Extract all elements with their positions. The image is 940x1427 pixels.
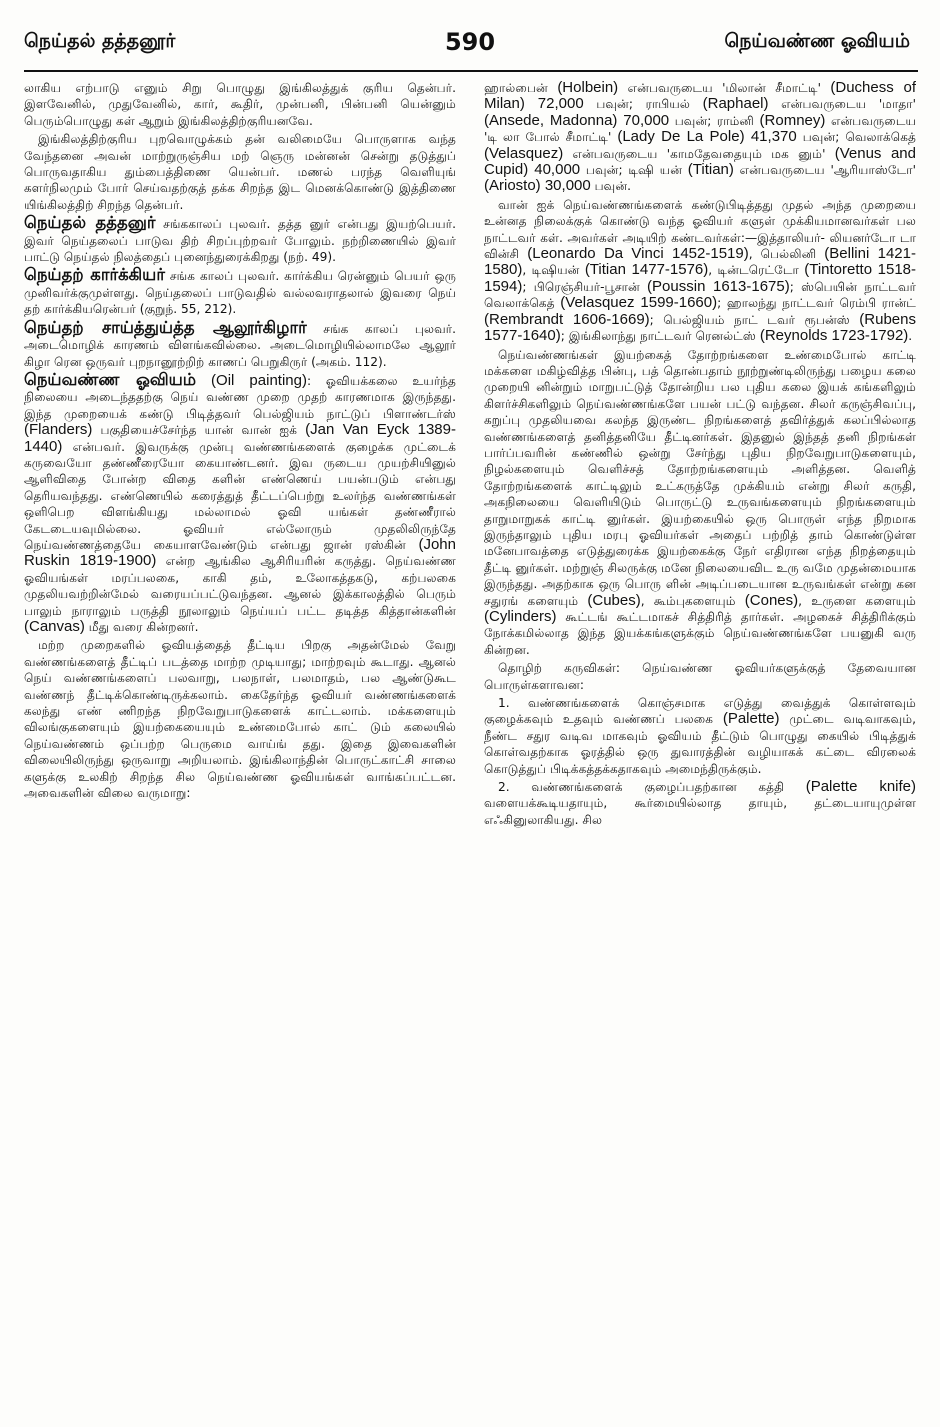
latin-term: (Cubes) [587, 591, 641, 609]
text-run: பவுன்; வெலாக்கெத் [796, 130, 916, 145]
entry-headword: நெய்தற் சாய்த்துய்த்த ஆலூர்கிழார் [24, 317, 307, 337]
text-run: என்பவருடைய 'மாதா' [768, 97, 916, 112]
entry-body: மீது வரை கின்றனர். [84, 620, 199, 634]
text-run: , கூம்புகளையும் [640, 593, 745, 608]
right-column [484, 80, 916, 1420]
text-run: என்பவருடைய 'ஆரியாஸ்டோ' [733, 163, 916, 178]
paragraph: லாகிய எற்பாடு எனும் சிறு பொழுது இங்கிலத்துக் குரிய தென்பர். இளவேனில், முதுவேனில், கார், கூதிர், முன்பனி, பின்பனி யென்னும் பெரும்பொழுது கள் ஆறும் இங்கிலத்திற்குரியனவே. [24, 81, 456, 128]
text-run: , பெல்லினி [748, 247, 825, 262]
entry-body: என்பவர். இவருக்கு முன்பு வண்ணங்களைக் குழைக்க முட்டைக் கருவையோ தண்ணீரையோ கையாண்டனர். இவ ருடைய முயற்சியினுல் ஆளிவிதை போன்ற விதை களின் எண்ணெய் பயன்படும் என்பது தெரியவந்தது. எண்ணெயில் கரைத்துத் தீட்டப்பெற்று உலர்ந்த வண்ணங்கள் ஒளிபெற விளங்கியது மல்லாமல் ஓவி யங்கள் தண்ணீரால் கேடடையவுமில்லை. ஓவியர் எல்லோரும் முதலிலிருந்தே நெய்வண்ணத்தையே கையாளவேண்டும் என்பது ஜான் ரஸ்கின் [24, 439, 456, 552]
text-run: ; ஹாலந்து நாட்டவர் ரெம்பி ரான்ட் [717, 296, 916, 311]
entry-body: என்ற ஆங்கில ஆசிரியரின் கருத்து. நெய்வண்ண ஓவியங்கள் மரப்பலகை, காகி தம், உலோகத்தகடு, கற்பலகை முதலியவற்றின்மேல் வரையப்பட்டுவந்தன. ஆனல் இக்காலத்தில் பெரும் பாலும் நாராலும் பருத்தி நூலாலும் நெய்யப் பட்ட தடித்த கித்தான்களின் [24, 554, 456, 618]
entry-body: சங்ககாலப் புலவர். தத்த னுர் என்பது இயற்பெயர். இவர் நெய்தலைப் பாடுவ திற் சிறப்புற்றவர் போலும். நற்றிணையில் இவர் பாட்டு நெய்தல் நிலத்தைப் புனைந்துரைக்கிறது (நற். 49). [24, 217, 456, 265]
text-run: ஹால்பைன் [484, 81, 558, 95]
latin-term: (Venus and Cupid) 40,000 [484, 144, 916, 179]
entry-body: சங்க காலப் புலவர். அடைமொழிக் காரணம் விளங்கவில்லை. அடைமொழியில்லாமலே ஆலூர் கிழா ரென ஒருவர் புறநானூற்றிற் காணப் பெறுகிருர் (அகம். 112). [24, 321, 456, 369]
latin-term: (Canvas) [24, 618, 85, 635]
latin-term: (Tintoretto 1518-1594) [484, 261, 916, 295]
latin-term: (John Ruskin 1819-1900) [24, 535, 456, 570]
text-run: பவுன்; ராபியல் [583, 97, 703, 112]
entry-english-term: (Oil painting) [196, 371, 307, 389]
paragraph: மற்ற முறைகளில் ஓவியத்தைத் தீட்டிய பிறகு அதன்மேல் வேறு வண்ணங்களைத் தீட்டிப் படத்தை மாற்ற முடியாது; மாற்றவும் கூடாது. ஆனல் நெய் வண்ணங்களைப் பலவாறு, பலநாள், பலமாதம், பல ஆண்டுகூட வண்ணந் தீட்டிக்கொண்டிருக்கலாம். கைதேர்ந்த ஓவியர் வண்ணங்களைக் கலந்து எண் ணிறந்த நிறவேறுபாடுகளைக் காட்டலாம். மக்களையும் விலங்குகளையும் இயற்கையையும் உண்மைபோல் காட் டும் கலையில் நெய்வண்ணம் ஒப்பற்ற பெருமை வாய்ங் தது. இதை இவைகளின் விலையிலிருந்து ஒருவாறு அறியலாம். இங்கிலாந்தின் பொருட்காட்சி சாலை களுக்கு உலகிற் சிறந்த சில நெய்வண்ண ஓவியங்கள் வாங்கப்பட்டன. அவைகளின் விலை வருமாறு: [24, 638, 456, 801]
entry-aalurkizhar [24, 317, 456, 370]
latin-term: (Rembrandt 1606-1669) [484, 310, 650, 328]
latin-term: (Raphael) [702, 95, 769, 113]
latin-term: (Poussin 1613-1675) [647, 277, 790, 295]
latin-term: (Rubens 1577-1640) [484, 310, 916, 345]
page-number: 590 [444, 28, 496, 56]
latin-term: (Romney) [759, 111, 826, 129]
paragraph-masters-list [484, 197, 916, 345]
text-run: ; இங்கிலாந்து நாட்டவர் ரெனல்ட்ஸ் [560, 329, 760, 344]
running-header [0, 0, 940, 80]
latin-term: (Reynolds 1723-1792) [759, 327, 909, 345]
entry-headword: நெய்தற் கார்க்கியர் [24, 265, 165, 285]
text-run: 1. வண்ணங்களைக் கொஞ்சமாக எடுத்து வைத்துக் கொள்ளவும் குழைக்கவும் உதவும் வண்ணப் பலகை [484, 696, 916, 727]
latin-term: (Palette) [722, 710, 780, 728]
latin-term: (Palette knife) [805, 778, 916, 796]
text-run: பவுன். [590, 179, 632, 194]
latin-term: (Cones) [744, 591, 799, 609]
header-left-guideword: நெய்தல் தத்தனூர் [24, 30, 176, 52]
entry-body: பகுதியைச்சேர்ந்த யான் வான் ஐக் [92, 423, 306, 438]
text-run: ; ஸ்பெயின் நாட்டவர் வெலாக்கெத் [484, 279, 916, 311]
latin-term: (Ariosto) 30,000 [484, 177, 591, 195]
latin-term: (Jan Van Eyck 1389-1440) [24, 421, 456, 455]
text-run: , டிஷியன் [522, 263, 585, 278]
paragraph-modern-movements [484, 347, 916, 659]
text-run: வான் ஐக் நெய்வண்ணங்களைக் கண்டுபிடித்தது முதல் அந்த முறையை உன்னத நிலைக்குக் கொண்டு வந்த ஓவியர் களுள் முக்கியமானவர்கள் பல நாட்டவர் கள். அவர்கள் அடியிற் கண்டவர்கள்:—இத்தாலியர்- லியனர்டோ டா வின்சி [484, 197, 916, 262]
paragraph-tools-intro: தொழிற் கருவிகள்: நெய்வண்ண ஓவியர்களுக்குத் தேவையான பொருள்களாவன: [484, 661, 916, 692]
text-run: ; பிரெஞ்சியர்-பூசான் [522, 279, 648, 294]
text-run: 2. வண்ணங்களைக் குழைப்பதற்கான கத்தி [498, 780, 806, 795]
text-run: ; பெல்ஜியம் நாட் டவர் ரூபன்ஸ் [649, 312, 860, 327]
paragraph: இங்கிலத்திற்குரிய புறவொழுக்கம் தன் வலிமையே பொருளாக வந்த வேந்தனை அவன் மாற்றுருஞ்சிய மற் ஞெரு மன்னன் சென்று தடுத்துப் பொருவதாகிய தும்பைத்திணை யென்பர். மணல் பரந்த வெளியுங் களர்நிலமும் போர் செய்வதற்குத் தக்க சிறந்த இட மெனக்கொண்டு இத்திணை யிங்கிலத்திற் சிறந்த தென்பர். [24, 132, 456, 212]
text-run: பவுன்; டிஷி யன் [580, 163, 688, 178]
text-run: என்பவருடைய 'டி லா போல் சீமாட்டி' [484, 113, 916, 145]
latin-term: (Leonardo Da Vinci 1452-1519) [527, 245, 749, 263]
paragraph-painting-prices [484, 80, 916, 195]
latin-term: (Velasquez 1599-1660) [560, 294, 718, 312]
list-item-palette [484, 695, 916, 777]
latin-term: (Duchess of Milan) 72,000 [484, 80, 916, 113]
entry-oil-painting [24, 369, 456, 636]
text-run: , டின்டரெட்டோ [708, 263, 805, 278]
list-item-palette-knife [484, 779, 916, 828]
text-run: முட்டை வடிவாகவும், நீண்ட சதுர வடிவ மாகவும் ஓவியம் தீட்டும் பொழுது கையில் பிடித்துக் கொள்வதற்காக ஓரத்தில் ஒரு துவாரத்தின் வழியாகக் கட்டை விரலைக் கொடுத்துப் பிடிக்கத்தக்கதாகவும் அமைந்திருக்கும். [484, 712, 916, 776]
entry-body: சங்க காலப் புலவர். கார்க்கிய ரென்னும் பெயர் ஒரு முனிவர்க்குமுள்ளது. நெய்தலைப் பாடுவதில் வல்லவராதலால் இவரை நெய் தற் கார்க்கியரென்பர் (குறுந். 55, 212). [24, 269, 456, 317]
text-run: என்பவருடைய 'மிலான் சீமாட்டி' [618, 81, 831, 95]
latin-term: (Cylinders) [484, 608, 557, 625]
latin-term: (Ansede, Madonna) 70,000 [484, 111, 670, 129]
entry-body: : ஓவியக்கலை உயர்ந்த நிலையை அடைந்ததற்கு நெய் வண்ண முறை முதற் காரணமாக இருந்தது. இந்த முறையைக் கண்டு பிடித்தவர் பெல்ஜியம் நாட்டுப் பிளாண்டர்ஸ் [24, 373, 456, 421]
left-column [24, 80, 456, 1420]
latin-term: (Bellini 1421-1580) [484, 245, 916, 279]
text-run: பவுன்; ராம்னி [669, 113, 760, 128]
text-run: வளையக்கூடியதாயும், கூர்மையில்லாத தாயும், தட்டையாயுமுள்ள எஃகினுலாகியது. சில [484, 796, 916, 827]
text-run: . [908, 329, 913, 344]
entry-headword: நெய்வண்ண ஓவியம் [24, 369, 197, 389]
text-run: நெய்வண்ணங்கள் இயற்கைத் தோற்றங்களை உண்மைபோல் காட்டி மக்களை மகிழ்வித்த பின்பு, பத் தொன்பதாம் நூற்றுண்டிலிருந்து பழைய கலை முறையி னின்றும் மாறுபட்டுத் தோன்றிய பல புதிய கலை இயக் கங்களிலும் கிளர்ச்சிகளிலும் நெய்வண்ணங்களே பயன் பட்டு வந்தன. சிலர் கருஞ்சிவப்பு, கறுப்பு முதலியவை கலந்த இருண்ட நிறங்களைத் தவிர்த்துக் கலப்பில்லாத வண்ணங்களைத் தனித்தனியே தீட்டினர்கள். இதனுல் இந்தத் தனி நிறங்கள் பார்ப்பவரின் கண்ணில் ஒன்று சேர்ந்து புதிய நிறவேறுபாடுகளையும், நிழல்களையும் வெளிச்சத் தோற்றங்களையும் அளித்தன. வெளித் தோற்றங்களைக் காட்டிலும் உட்கருத்தே முக்கியம் என்று சிலர் கருதி, அகநிலையை வெளியிடும் பொருட்டு உருவங்களையும் நிறங்களையும் தாறுமாறுகக் காட்டி னுர்கள். இயற்கையில் ஒரு பொருள் எந்த நிறமாக இருந்தாலும் புதிய மரபு ஓவியர்கள் அதைப் பற்றித் தாம் கொண்டுள்ள மனேபாவத்தை எடுத்துரைக்க இயற்கைக்கு நேர் எதிரான எந்த நிறத்தையும் தீட்டி னுர்கள். மற்றுஞ் சிலருக்கு மனே நிலையைவிட உரு வமே முதன்மையாக இருந்தது. அதற்காக ஒரு பொரு ளின் அடிப்படையான உருவங்கள் என்று கன சதுரங் களையும் [484, 347, 916, 608]
latin-term: (Velasquez) [484, 144, 564, 162]
text-run: , உருளை களையும் [798, 593, 916, 608]
entry-neythar-karkkiyar [24, 267, 456, 317]
latin-term: (Lady De La Pole) 41,370 [617, 128, 797, 146]
latin-term: (Titian) [687, 161, 734, 179]
text-run: கூட்டங் கூட்டமாகச் சித்திரித் தார்கள். அழகைச் சித்திரிக்கும் நோக்கமில்லாத இந்த இயக்கங்களுக்கும் நெய்வண்ணங்களே பயனுகி வரு கின்றன. [484, 610, 916, 657]
entry-headword: நெய்தல் தத்தனுர் [24, 213, 156, 233]
latin-term: (Flanders) [24, 421, 93, 439]
latin-term: (Holbein) [557, 80, 619, 96]
latin-term: (Titian 1477-1576) [584, 261, 709, 279]
text-run: என்பவருடைய 'காமதேவதையும் மக னும்' [563, 146, 835, 161]
header-rule [24, 70, 918, 72]
header-right-guideword: நெய்வண்ண ஓவியம் [724, 30, 910, 52]
entry-neythal-thathanar [24, 215, 456, 265]
